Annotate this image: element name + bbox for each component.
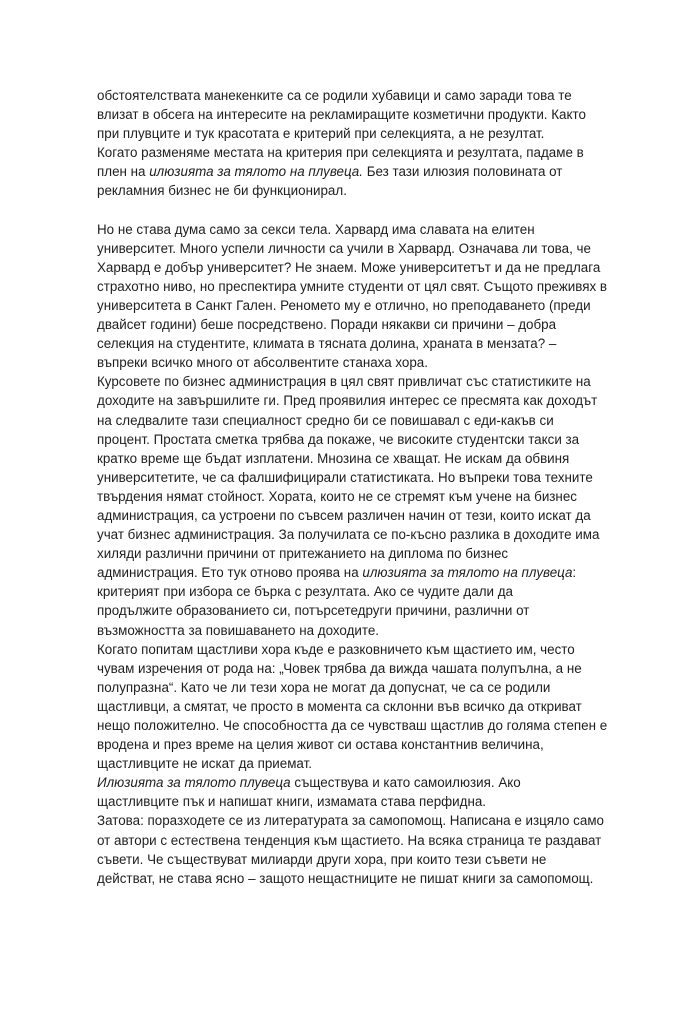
text-run: университетите, че са фалшифицирали статистиката. Но въпреки това техните (97, 469, 593, 485)
text-line (97, 563, 609, 582)
text-run: съвети. Че съществуват милиарди други хора, при които тези съвети не (97, 851, 547, 867)
text-line (97, 449, 609, 468)
paragraph (97, 773, 609, 811)
text-line (97, 659, 609, 678)
text-run: на следвалите тази специалност средно би се повишавал с еди-какъв си (97, 412, 554, 428)
text-run: университет. Много успели личности са учили в Харвард. Означава ли това, че (97, 240, 591, 256)
text-run: вродена и през време на целия живот си остава константнив величина, (97, 737, 544, 753)
text-run: нещо положително. Че способността да се чувстваш щастлив до голяма степен е (97, 718, 608, 733)
text-line (97, 220, 609, 239)
text-run: щастливци, а смятат, че просто в момента са склонни във всичко да откриват (97, 698, 582, 714)
text-run: администрация, са устроени по съвсем различен начин от тези, които искат да (97, 507, 591, 523)
text-run: Курсовете по бизнес администрация в цял свят привличат със статистиките на (97, 374, 591, 390)
text-run: критерият при избора се бърка с резултата. Ако се чудите дали да (97, 584, 513, 600)
text-run: селекция на студентите, климата в тясната долина, храната в мензата? – (97, 336, 557, 352)
paragraph (97, 86, 609, 201)
text-run: продължите образованието си, потърсетедруги причини, различни от (97, 603, 530, 619)
text-line (97, 315, 609, 334)
italic-text-run: Илюзията за тялото плувеца (97, 775, 291, 791)
text-run: действат, не става ясно – защото нещастниците не пишат книги за самопомощ. (97, 870, 594, 886)
document-body-text (97, 86, 609, 888)
text-run: въпреки всичко много от абсолвентите станаха хора. (97, 355, 428, 371)
text-run: при плувците и тук красотата е критерий при селекцията, а не резултат. (97, 126, 545, 142)
text-run: учат бизнес администрация. За получилата се по-късно разлика в доходите има (97, 527, 600, 543)
text-line (97, 506, 609, 525)
text-line (97, 277, 609, 296)
text-line (97, 811, 609, 830)
text-run: обстоятелствата манекенките са се родили хубавици и само заради това те (97, 88, 572, 103)
text-line (97, 430, 609, 449)
italic-text-run: илюзията за тялото на плувеца (362, 565, 573, 581)
text-run: от автори с естествена тенденция към щастието. На всяка страница те раздават (97, 832, 602, 848)
text-line (97, 773, 609, 792)
text-run: чувам изречения от рода на: „Човек трябва да вижда чашата полупълна, а не (97, 660, 582, 676)
text-run: Без тази илюзия половината от (362, 164, 563, 180)
text-line (97, 831, 609, 850)
text-line (97, 181, 609, 200)
paragraph (97, 640, 609, 774)
text-line (97, 411, 609, 430)
text-line (97, 239, 609, 258)
text-line (97, 296, 609, 315)
text-run: щастливците пък и напишат книги, измамата става перфидна. (97, 794, 487, 810)
text-run: Харвард е добър университет? Не знаем. Може университетът и да не предлага (97, 259, 601, 275)
text-run: Когато разменяме местата на критерия при селекцията и резултата, падаме в (97, 145, 584, 161)
text-run: твърдения нямат стойност. Хората, които не се стремят към учене на бизнес (97, 488, 577, 504)
text-run: полупразна“. Като че ли тези хора не могат да допуснат, че са се родили (97, 679, 551, 695)
text-line (97, 353, 609, 372)
text-line (97, 86, 609, 105)
text-line (97, 735, 609, 754)
text-line (97, 544, 609, 563)
text-run: възможността за повишаването на доходите. (97, 622, 380, 638)
text-line (97, 640, 609, 659)
text-line (97, 124, 609, 143)
text-line (97, 391, 609, 410)
text-run: университета в Санкт Гален. Реномето му е отлично, но преподаването (преди (97, 297, 591, 313)
text-run: плен на (97, 164, 150, 180)
italic-text-run: илюзията за тялото на плувеца. (149, 164, 363, 180)
text-run: Когато попитам щастливи хора къде е разковничето към щастието им, често (97, 641, 575, 657)
text-run: кратко време ще бъдат изплатени. Мнозина се хващат. Не искам да обвиня (97, 450, 570, 466)
paragraph (97, 811, 609, 887)
text-run: щастливците не искат да приемат. (97, 756, 312, 772)
text-line (97, 468, 609, 487)
text-line (97, 334, 609, 353)
text-line (97, 601, 609, 620)
text-run: Затова: поразходете се из литературата за самопомощ. Написана е изцяло само (97, 813, 604, 829)
text-run: двайсет години) беше посредствено. Поради някакви си причини – добра (97, 317, 557, 333)
text-line (97, 143, 609, 162)
text-line (97, 372, 609, 391)
text-run: съществува и като самоилюзия. Ако (290, 775, 521, 791)
text-line (97, 716, 609, 735)
text-line (97, 850, 609, 869)
text-line (97, 792, 609, 811)
text-line (97, 258, 609, 277)
text-line (97, 697, 609, 716)
text-line (97, 525, 609, 544)
text-run: Но не става дума само за секси тела. Харвард има славата на елитен (97, 221, 535, 237)
text-run: хиляди различни причини от притежанието на диплома по бизнес (97, 546, 509, 562)
text-line (97, 582, 609, 601)
text-line (97, 487, 609, 506)
paragraph (97, 372, 609, 639)
text-run: процент. Простата сметка трябва да покаже, че високите студентски такси за (97, 431, 580, 447)
paragraph (97, 220, 609, 373)
text-run: : (572, 565, 577, 581)
text-line (97, 621, 609, 640)
text-run: рекламния бизнес не би функционирал. (97, 183, 347, 199)
text-run: влизат в обсега на интересите на рекламиращите козметични продукти. Както (97, 107, 586, 123)
text-line (97, 678, 609, 697)
text-line (97, 105, 609, 124)
text-line (97, 162, 609, 181)
text-line (97, 869, 609, 888)
text-run: страхотно ниво, но преспектира умните студенти от цял свят. Същото преживях в (97, 278, 608, 294)
text-run: доходите на завършилите ги. Пред проявилия интерес се пресмята как доходът (97, 393, 598, 409)
text-line (97, 754, 609, 773)
text-run: администрация. Ето тук отново проява на (97, 565, 363, 581)
